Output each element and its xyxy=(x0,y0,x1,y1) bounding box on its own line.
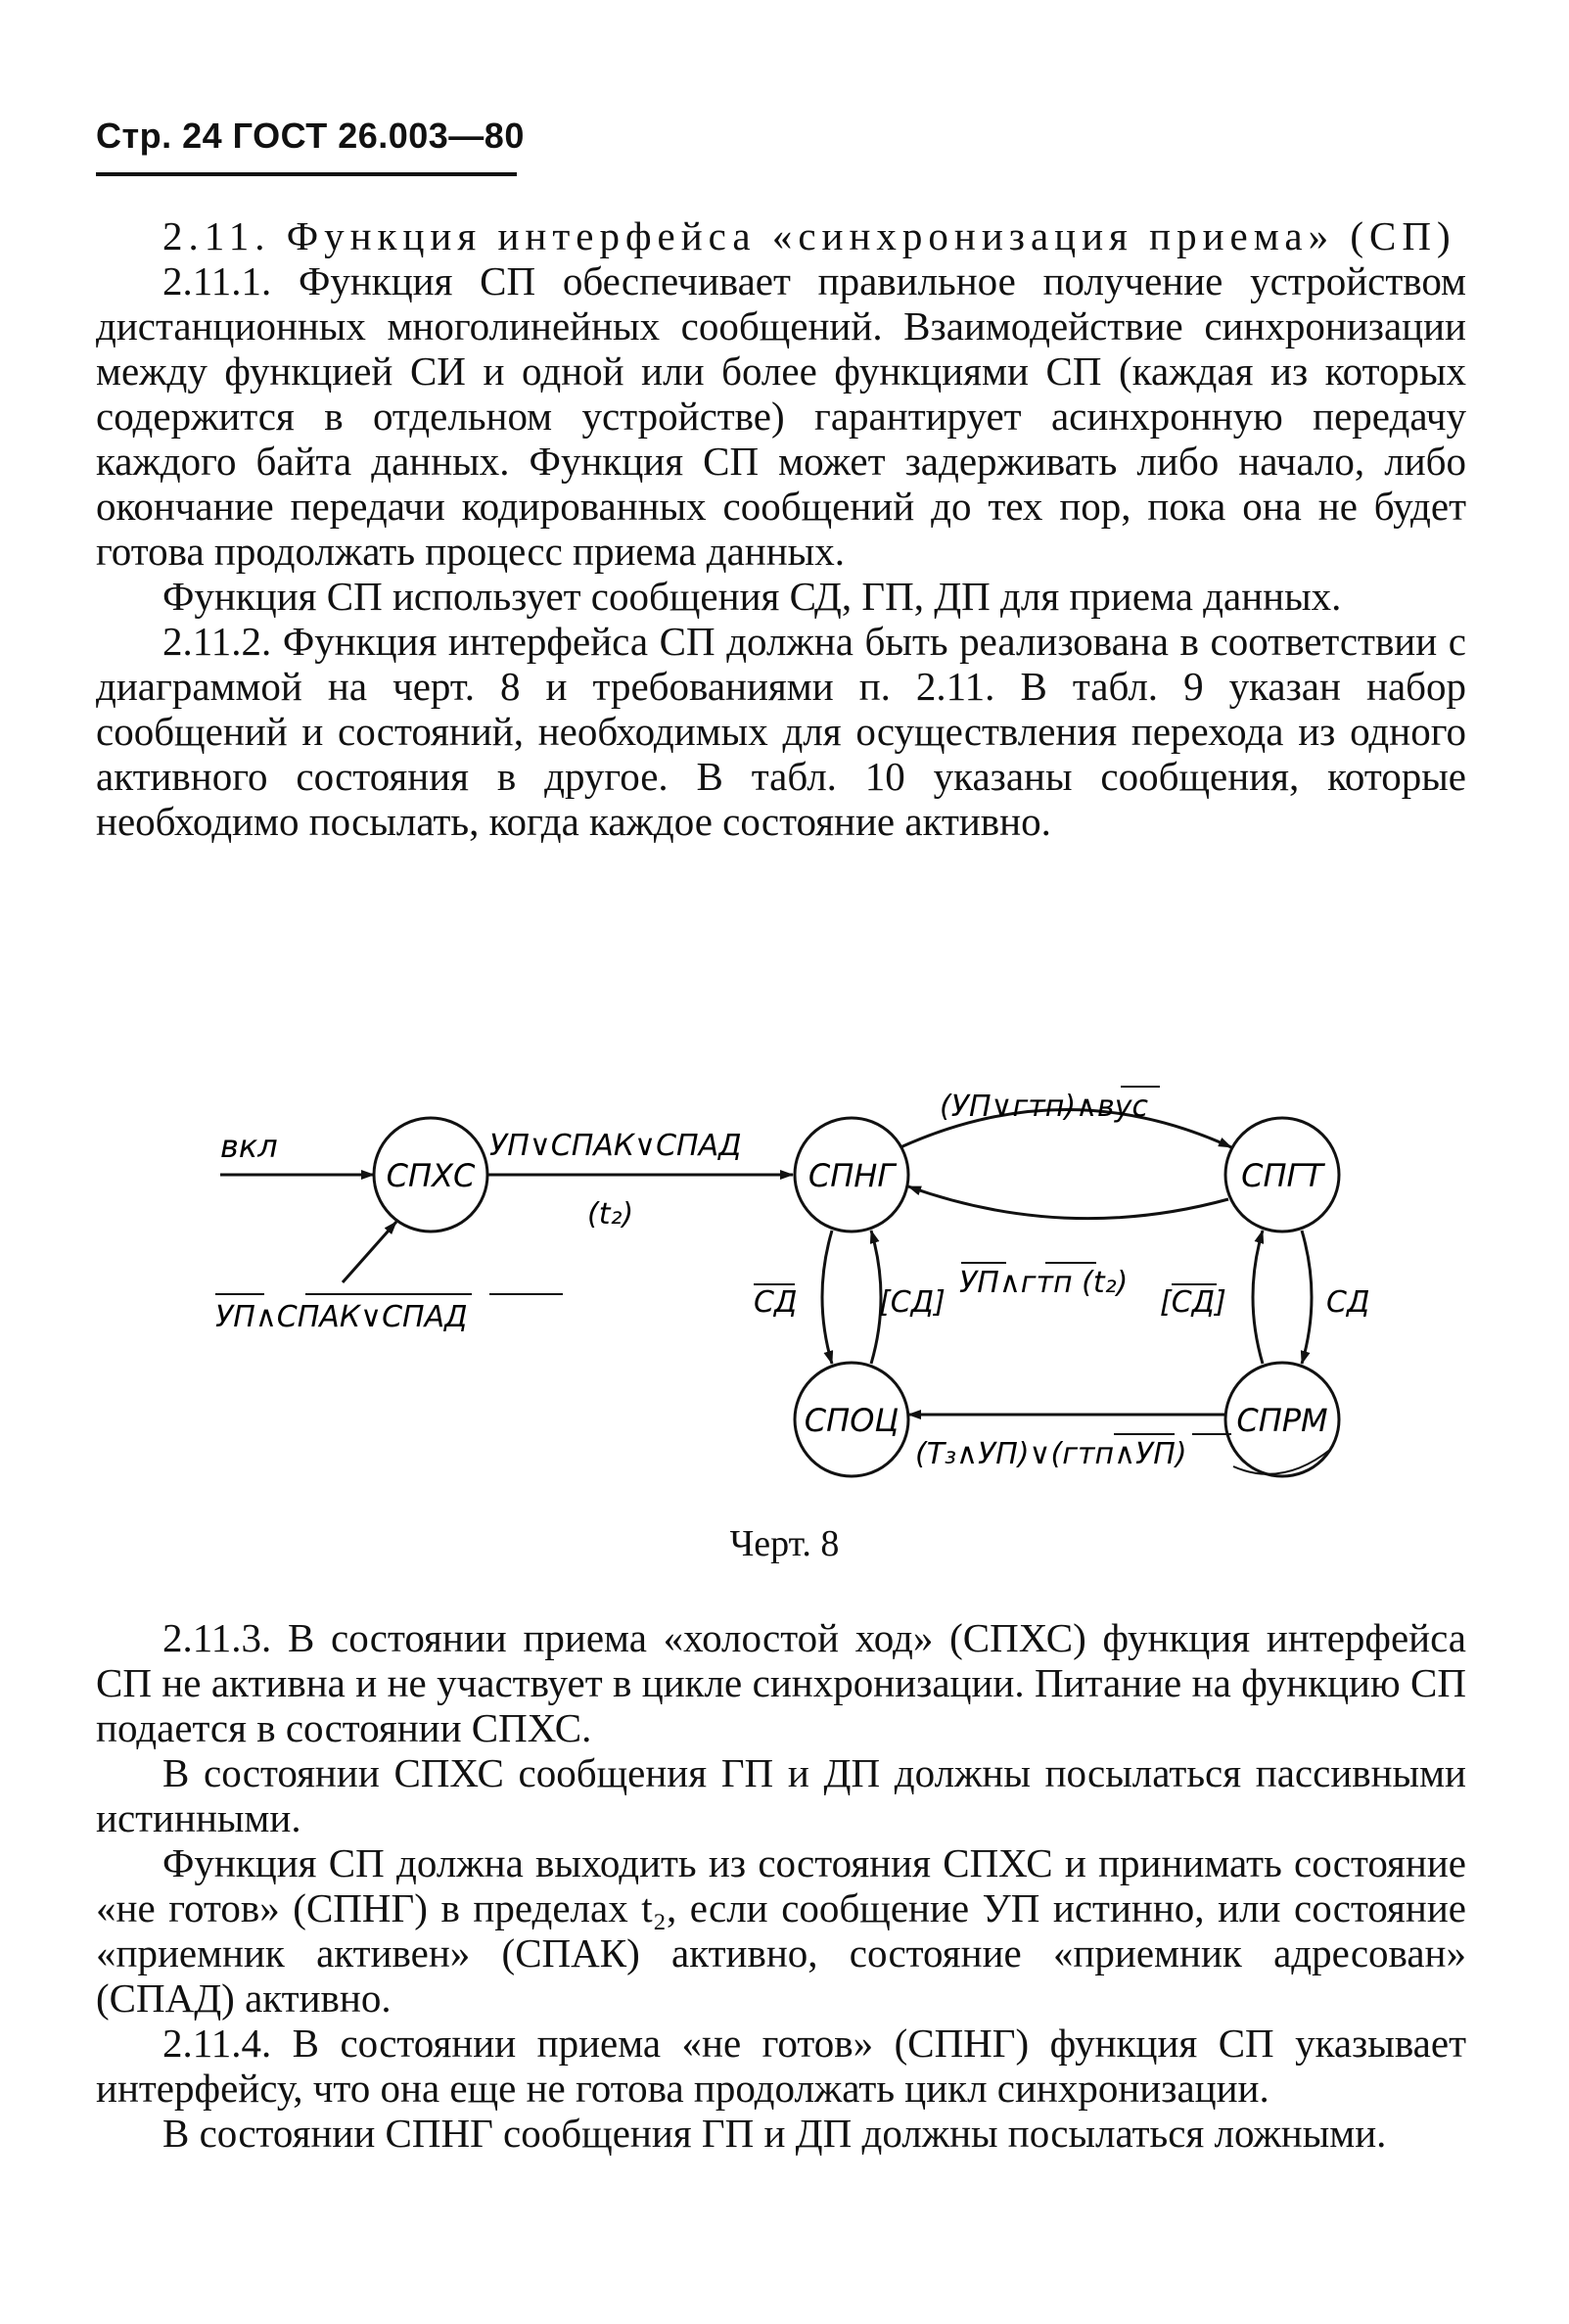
label-t2: (t₂) xyxy=(587,1197,634,1232)
transition-spgt-sprm xyxy=(1160,1231,1369,1364)
label-to-spng: УП∨СПАК∨СПАД xyxy=(489,1129,742,1163)
label-sd-right-down: СД xyxy=(1326,1285,1370,1320)
page-header: Стр. 24 ГОСТ 26.003—80 xyxy=(96,116,525,156)
state-spng-label: СПНГ xyxy=(808,1157,896,1194)
state-sprm xyxy=(1225,1363,1339,1476)
paragraph-spng: В состоянии СПНГ сообщения ГП и ДП должны посылаться ложными. xyxy=(162,2111,1387,2156)
transition-spng-spots xyxy=(754,1231,946,1364)
state-spxs xyxy=(374,1118,487,1232)
paragraph-uses: Функция СП использует сообщения СД, ГП, ДП для приема данных. xyxy=(162,574,1342,619)
state-diagram xyxy=(196,1077,1498,1508)
header-rule xyxy=(96,172,517,176)
section-title: 2.11. Функция интерфейса «синхронизация приема» (СП) xyxy=(162,213,1456,258)
paragraph-2-11-3: 2.11.3. В состоянии приема «холостой ход» (СПХС) функция интерфейса СП не активна и не участвует в цикле синхронизации. Питание на функцию СП подается в состоянии СПХС. xyxy=(96,1615,1466,1750)
transition-spng-spgt xyxy=(900,1087,1231,1147)
paragraph-2-11-2: 2.11.2. Функция интерфейса СП должна быть реализована в соответствии с диаграммой на черт. 8 и требованиями п. 2.11. В табл. 9 указан набор сообщений и состояний, необходимых для осуществления перехода из одного активного состояния в другое. В табл. 10 указаны сообщения, которые необходимо посылать, когда каждое состояние активно. xyxy=(96,619,1466,844)
label-back-spng: УП∧гтп (t₂) xyxy=(959,1266,1129,1300)
paragraph-exit: Функция СП должна выходить из состояния СПХС и принимать состояние «не готов» (СПНГ) в пределах t₂, если сообщение УП истинно, или состояние «приемник активен» (СПАК) активно, состояние «приемник адресован» (СПАД) активно. xyxy=(96,1840,1466,2021)
label-reset: УП∧СПАК∨СПАД xyxy=(215,1300,468,1334)
label-vkl: вкл xyxy=(220,1128,278,1165)
state-spng xyxy=(795,1118,908,1232)
state-spgt xyxy=(1225,1118,1339,1232)
text-block-top xyxy=(96,213,1466,844)
state-spots-label: СПОЦ xyxy=(804,1402,900,1439)
figure-caption: Черт. 8 xyxy=(729,1523,840,1564)
paragraph-2-11-4: 2.11.4. В состоянии приема «не готов» (СПНГ) функция СП указывает интерфейсу, что она еще не готова продолжать цикл синхронизации. xyxy=(96,2021,1466,2111)
state-sprm-label: СПРМ xyxy=(1236,1402,1328,1439)
paragraph-2-11-1: 2.11.1. Функция СП обеспечивает правильное получение устройством дистанционных многолинейных сообщений. Взаимодействие синхронизации между функцией СИ и одной или более функциями СП (каждая из которых содержится в отдельном устройстве) гарантирует асинхронную передачу каждого байта данных. Функция СП может задерживать либо начало, либо окончание передачи кодированных сообщений до тех пор, пока она не будет готова продолжать процесс приема данных. xyxy=(96,258,1466,574)
paragraph-spxs: В состоянии СПХС сообщения ГП и ДП должны посылаться пассивными истинными. xyxy=(96,1750,1466,1840)
text-block-bottom xyxy=(96,1615,1466,2156)
label-to-spgt: (УП∨гтп)∧вус xyxy=(940,1090,1148,1124)
label-sd-right-up: [СД] xyxy=(1160,1285,1226,1320)
label-sd-left-up: СД xyxy=(754,1285,798,1320)
state-spots xyxy=(795,1363,908,1476)
transition-power-on xyxy=(220,1128,374,1175)
label-sd-left-down: [СД] xyxy=(879,1285,946,1320)
label-to-spots: (T₃∧УП)∨(гтп∧УП) xyxy=(915,1437,1187,1471)
transition-reset xyxy=(215,1222,563,1334)
state-spxs-label: СПХС xyxy=(386,1157,476,1194)
state-spgt-label: СПГТ xyxy=(1241,1157,1323,1194)
transition-spgt-spng xyxy=(908,1186,1228,1300)
transition-spxs-spng xyxy=(487,1129,793,1232)
